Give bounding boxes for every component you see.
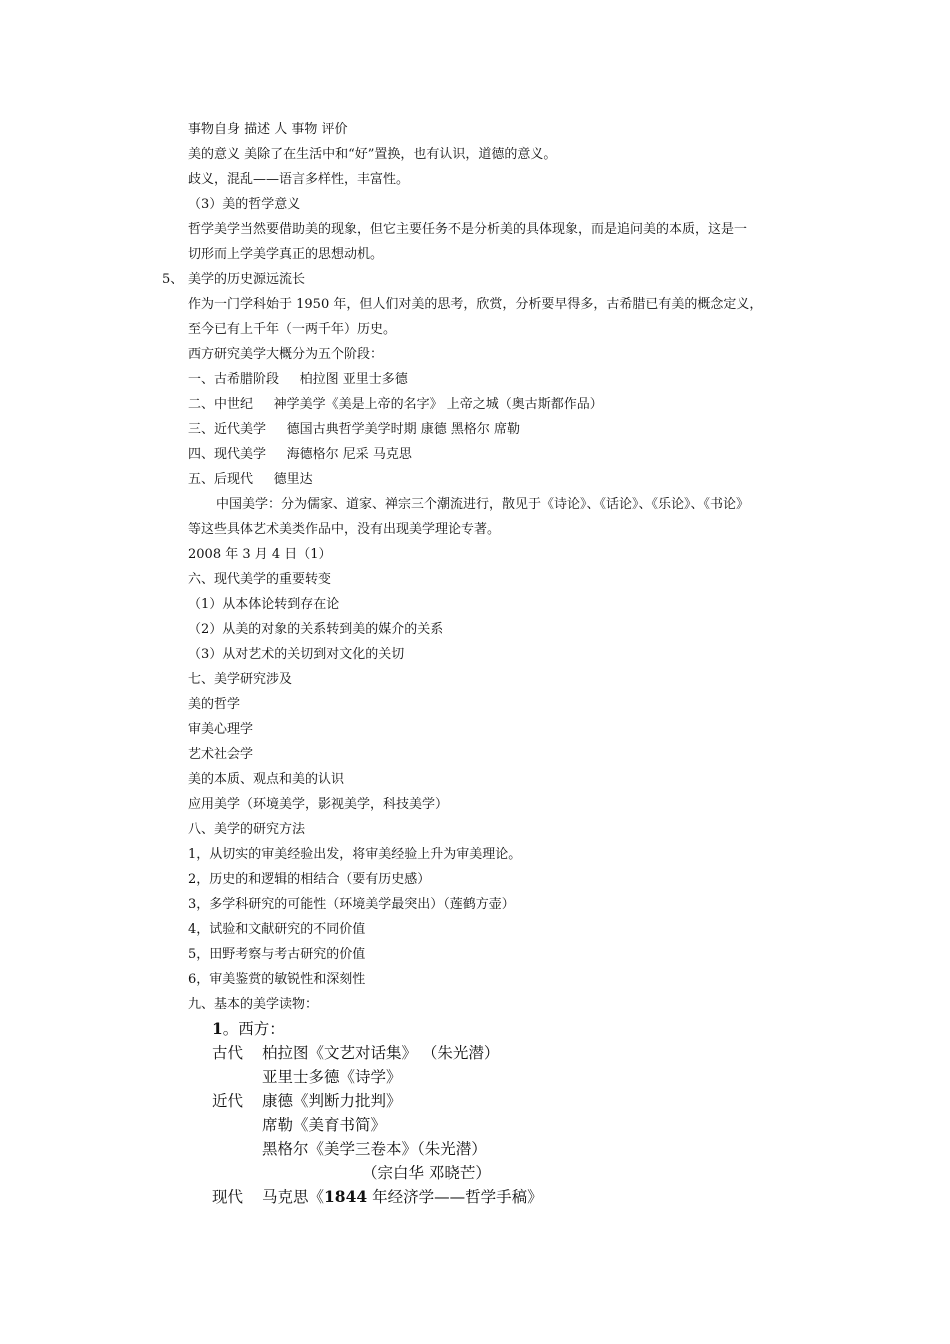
reading-era: 现代 <box>212 1188 244 1206</box>
reading-category <box>212 1019 285 1039</box>
date-line: 2008 年 3 月 4 日（1） <box>188 547 332 562</box>
list-item: 一、古希腊阶段 柏拉图 亚里士多德 <box>188 372 408 387</box>
reading-entry: 亚里士多德《诗学》 <box>262 1068 402 1086</box>
list-item: 3，多学科研究的可能性（环境美学最突出）（莲鹤方壶） <box>188 897 515 912</box>
text-line: 事物自身 描述 人 事物 评价 <box>188 122 348 137</box>
section-heading: 美学的历史源远流长 <box>188 272 306 287</box>
list-item: 五、后现代 德里达 <box>188 472 313 487</box>
text-line: 中国美学：分为儒家、道家、禅宗三个潮流进行，散见于《诗论》、《话论》、《乐论》、《书论》 <box>216 497 750 512</box>
section-heading: 九、基本的美学读物： <box>188 997 319 1012</box>
text-line: 美的意义 美除了在生活中和“好”置换，也有认识，道德的意义。 <box>188 147 557 162</box>
list-number: 5、 <box>162 272 184 287</box>
list-item: （2）从美的对象的关系转到美的媒介的关系 <box>188 622 444 637</box>
reading-entry: 柏拉图《文艺对话集》 （朱光潜） <box>262 1044 500 1062</box>
reading-era: 近代 <box>212 1092 244 1110</box>
reading-entry: 席勒《美育书简》 <box>262 1116 387 1134</box>
list-item: 二、中世纪 神学美学《美是上帝的名字》 上帝之城（奥古斯都作品） <box>188 397 603 412</box>
section-heading: （3）美的哲学意义 <box>188 197 301 212</box>
list-item: 2，历史的和逻辑的相结合（要有历史感） <box>188 872 431 887</box>
list-item: 5，田野考察与考古研究的价值 <box>188 947 366 962</box>
list-item: 艺术社会学 <box>188 747 254 762</box>
list-item: 四、现代美学 海德格尔 尼采 马克思 <box>188 447 412 462</box>
list-item: 美的哲学 <box>188 697 241 712</box>
list-item: 1，从切实的审美经验出发，将审美经验上升为审美理论。 <box>188 847 522 862</box>
reading-entry <box>262 1187 543 1207</box>
reading-entry-year: 1844 <box>324 1187 368 1206</box>
reading-entry: （宗白华 邓晓芒） <box>362 1164 491 1182</box>
text-line: 至今已有上千年（一两千年）历史。 <box>188 322 397 337</box>
reading-entry-part: 马克思《 <box>262 1188 325 1206</box>
reading-category-number: 1 <box>212 1019 223 1038</box>
reading-era: 古代 <box>212 1044 244 1062</box>
text-line: 歧义，混乱——语言多样性，丰富性。 <box>188 172 410 187</box>
section-heading: 六、现代美学的重要转变 <box>188 572 332 587</box>
text-line: 等这些具体艺术美类作品中，没有出现美学理论专著。 <box>188 522 501 537</box>
text-line: 作为一门学科始于 1950 年，但人们对美的思考，欣赏，分析要早得多，古希腊已有美的概念定义， <box>188 297 763 312</box>
reading-entry: 黑格尔《美学三卷本》（朱光潜） <box>262 1140 487 1158</box>
list-item: 4，试验和文献研究的不同价值 <box>188 922 366 937</box>
list-item: （1）从本体论转到存在论 <box>188 597 340 612</box>
list-item: 应用美学（环境美学，影视美学，科技美学） <box>188 797 449 812</box>
list-item: 审美心理学 <box>188 722 254 737</box>
reading-category-label: 。西方： <box>222 1020 285 1038</box>
list-item: 美的本质、观点和美的认识 <box>188 772 345 787</box>
list-item: 6，审美鉴赏的敏锐性和深刻性 <box>188 972 366 987</box>
reading-entry-part: 年经济学——哲学手稿》 <box>367 1188 543 1206</box>
text-line: 切形而上学美学真正的思想动机。 <box>188 247 384 262</box>
list-item: （3）从对艺术的关切到对文化的关切 <box>188 647 405 662</box>
text-line: 哲学美学当然要借助美的现象，但它主要任务不是分析美的具体现象，而是追问美的本质，这是一 <box>188 222 748 237</box>
section-heading: 七、美学研究涉及 <box>188 672 293 687</box>
reading-entry: 康德《判断力批判》 <box>262 1092 402 1110</box>
section-heading: 八、美学的研究方法 <box>188 822 306 837</box>
list-item: 三、近代美学 德国古典哲学美学时期 康德 黑格尔 席勒 <box>188 422 521 437</box>
text-line: 西方研究美学大概分为五个阶段： <box>188 347 384 362</box>
